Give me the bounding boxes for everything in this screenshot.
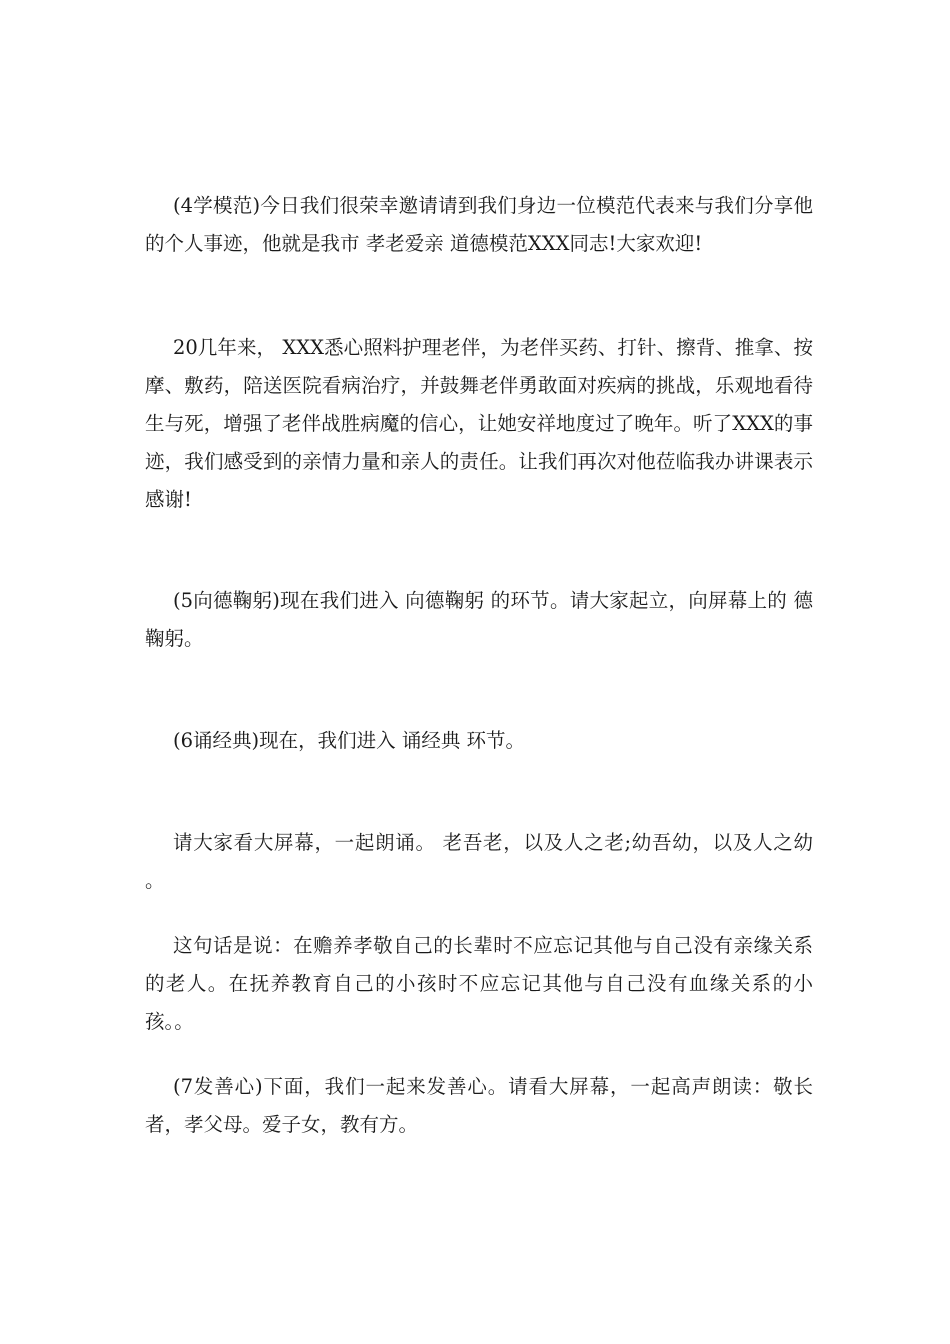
paragraph-bow-to-virtue: (5向德鞠躬)现在我们进入 向德鞠躬 的环节。请大家起立，向屏幕上的 德 鞠躬。 [145, 589, 820, 650]
paragraph-recite-instruction: 请大家看大屏幕，一起朗诵。 老吾老，以及人之老;幼吾幼，以及人之幼 。 [145, 831, 820, 892]
paragraph-learn-model: (4学模范)今日我们很荣幸邀请请到我们身边一位模范代表来与我们分享他的个人事迹，他就是我市 孝老爱亲 道德模范XXX同志!大家欢迎! [145, 194, 813, 255]
paragraph-recite-classics: (6诵经典)现在，我们进入 诵经典 环节。 [173, 729, 526, 752]
paragraph-kind-heart: (7发善心)下面，我们一起来发善心。请看大屏幕，一起高声朗读：敬长者，孝父母。爱子女，教有方。 [145, 1075, 813, 1136]
paragraph-model-deeds: 20几年来， XXX悉心照料护理老伴，为老伴买药、打针、擦背、推拿、按摩、敷药，陪送医院看病治疗，并鼓舞老伴勇敢面对疾病的挑战，乐观地看待生与死，增强了老伴战胜病魔的信心，让她安祥地度过了晚年。听了XXX的事迹，我们感受到的亲情力量和亲人的责任。让我们再次对他莅临我办讲课表示感谢! [145, 336, 813, 511]
paragraph-explanation: 这句话是说：在赡养孝敬自己的长辈时不应忘记其他与自己没有亲缘关系的老人。在抚养教育自己的小孩时不应忘记其他与自己没有血缘关系的小孩。。 [145, 934, 813, 1033]
